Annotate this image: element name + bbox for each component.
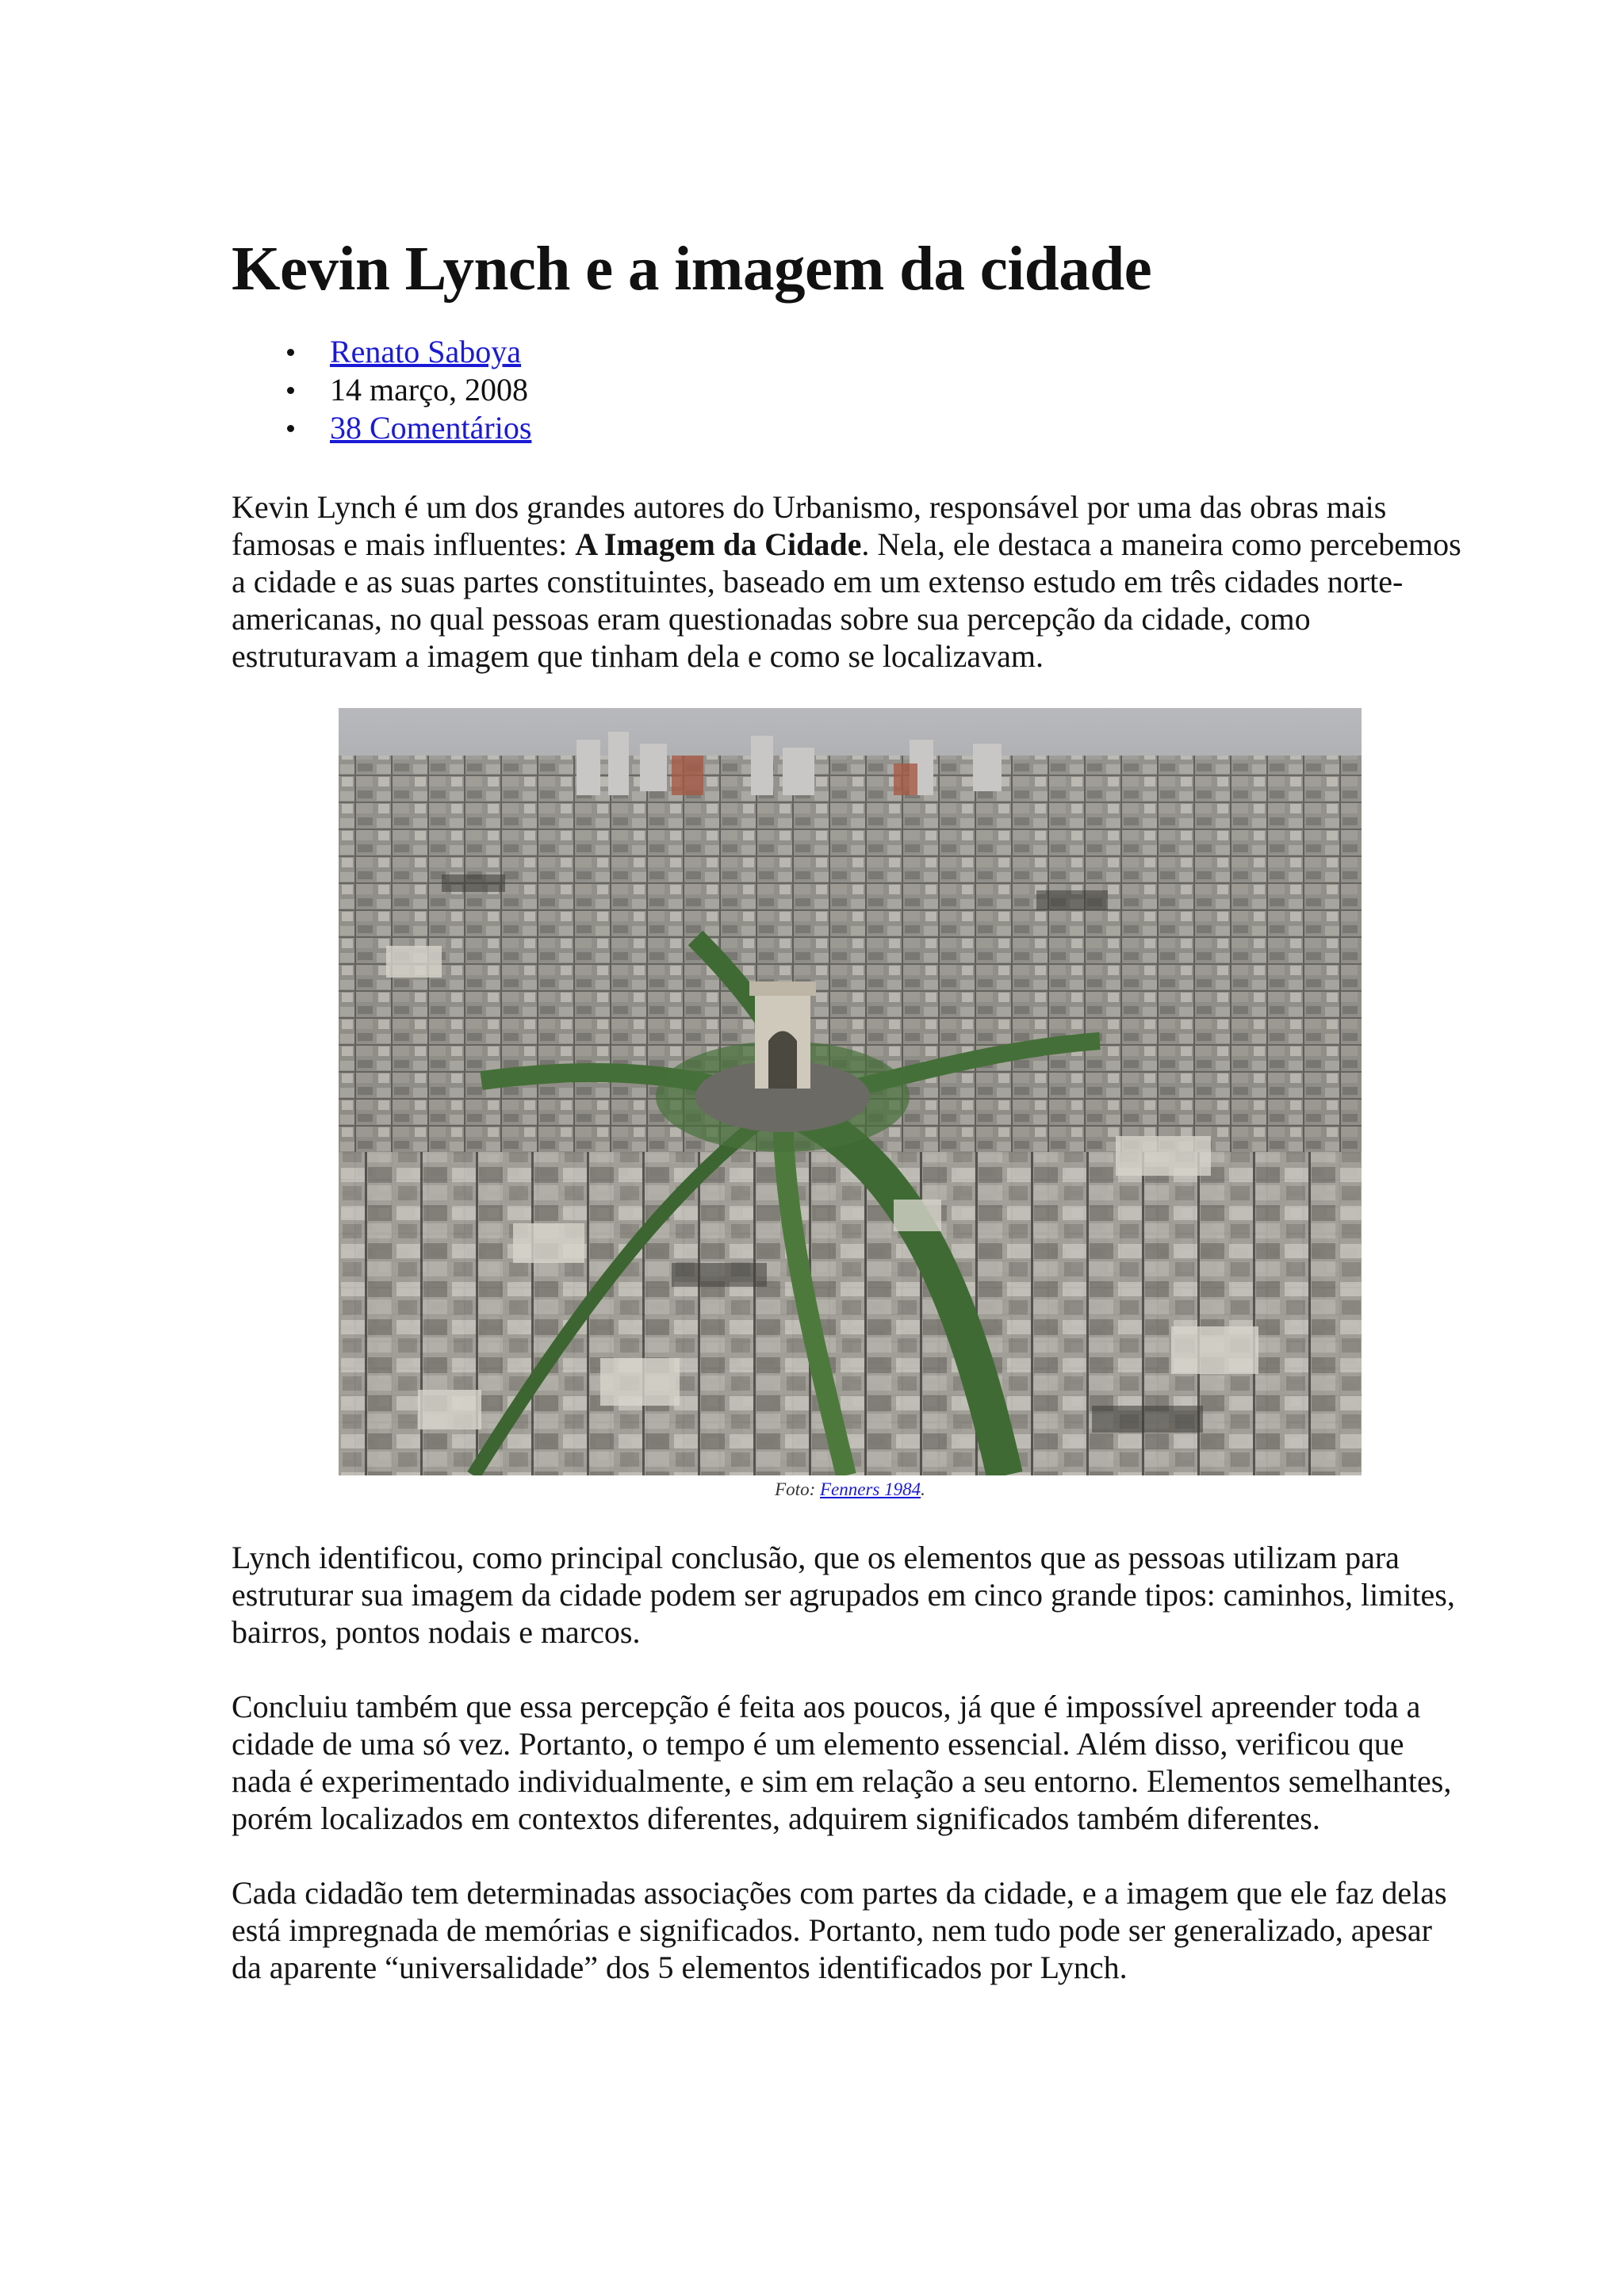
intro-paragraph <box>232 488 1469 675</box>
book-title: A Imagem da Cidade <box>575 526 862 562</box>
meta-date: 14 março, 2008 <box>232 371 1469 409</box>
author-link[interactable]: Renato Saboya <box>330 334 522 369</box>
page-title: Kevin Lynch e a imagem da cidade <box>232 235 1152 304</box>
intro-text-start: Kevin Lynch é um dos grandes autores do Urbanismo, responsável por uma das obras mais famosas e mais influentes: <box>232 489 1387 562</box>
article <box>232 230 1469 1986</box>
meta-comments <box>232 409 1469 447</box>
meta-author <box>232 333 1469 371</box>
paragraph-elements: Lynch identificou, como principal conclusão, que os elementos que as pessoas utilizam para estruturar sua imagem da cidade podem ser agrupados em cinco grande tipos: caminhos, limites, bairros, pontos nodais e marcos. <box>232 1540 1455 1650</box>
post-meta-list <box>232 333 1469 447</box>
paragraph-perception: Concluiu também que essa percepção é feita aos poucos, já que é impossível apreender toda a cidade de uma só vez. Portanto, o tempo é um elemento essencial. Além disso, verificou que nada é experimentado individualmente, e sim em relação a seu entorno. Elementos semelhantes, porém localizados em contextos diferentes, adquirem significados também diferentes. <box>232 1689 1452 1836</box>
figure <box>232 708 1469 1501</box>
paragraph-associations: Cada cidadão tem determinadas associações com partes da cidade, e a imagem que ele faz delas está impregnada de memórias e significados. Portanto, nem tudo pode ser generalizado, apesar da aparente “universalidade” dos 5 elementos identificados por Lynch. <box>232 1875 1447 1985</box>
caption-suffix: . <box>921 1479 925 1499</box>
comments-link[interactable]: 38 Comentários <box>330 410 532 446</box>
intro-text-end: . Nela, ele destaca a maneira como percebemos a cidade e as suas partes constituintes, baseado em um extenso estudo em três cidades norte-americanas, no qual pessoas eram questionadas sobre sua percepção da cidade, como estruturavam a imagem que tinham dela e como se localizavam. <box>232 526 1461 674</box>
photo-credit-link[interactable]: Fenners 1984 <box>819 1479 921 1499</box>
aerial-city-photo <box>339 708 1362 1475</box>
figure-caption <box>232 1479 1469 1501</box>
caption-prefix: Foto: <box>775 1479 820 1499</box>
arc-de-triomphe <box>749 982 816 1089</box>
